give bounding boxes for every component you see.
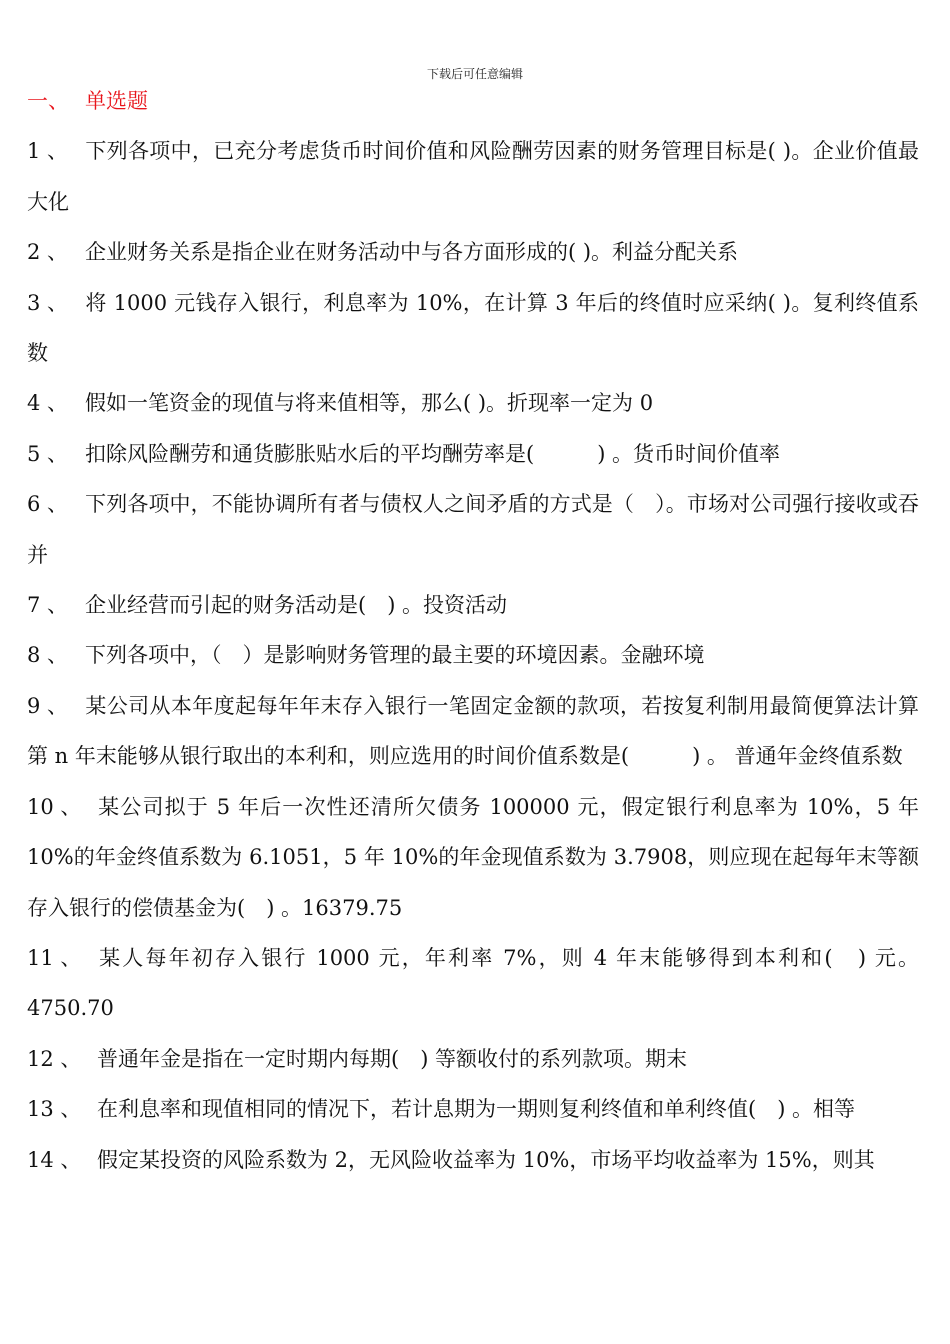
question-text: 扣除风险酬劳和通货膨胀贴水后的平均酬劳率是( ) 。货币时间价值率: [85, 441, 781, 466]
question-number: 10 、: [27, 794, 82, 819]
question-item: [27, 429, 919, 479]
question-number: 2 、: [27, 240, 69, 265]
question-text: 下列各项中，已充分考虑货币时间价值和风险酬劳因素的财务管理目标是( )。企业价值最大化: [27, 139, 919, 214]
question-item: [27, 1135, 919, 1185]
question-text: 某公司从本年度起每年年末存入银行一笔固定金额的款项，若按复利制用最简便算法计算第 n 年末能够从银行取出的本利和，则应选用的时间价值系数是( ) 。 普通年金终值系数: [27, 693, 919, 769]
question-text: 假如一笔资金的现值与将来值相等，那么( )。折现率一定为 0: [85, 391, 654, 416]
header-note: 下载后可任意编辑: [426, 67, 523, 81]
question-item: [27, 227, 919, 277]
question-text: 某人每年初存入银行 1000 元，年利率 7%，则 4 年末能够得到本利和( ) 元。4750.70: [27, 945, 919, 1021]
question-text: 企业财务关系是指企业在财务活动中与各方面形成的( )。利益分配关系: [85, 240, 739, 265]
question-text: 普通年金是指在一定时期内每期( ) 等额收付的系列款项。期末: [97, 1046, 688, 1071]
question-text: 在利息率和现值相同的情况下，若计息期为一期则复利终值和单利终值( ) 。相等: [97, 1097, 856, 1122]
question-number: 3 、: [27, 290, 69, 315]
question-item: [27, 378, 919, 428]
question-number: 8 、: [27, 643, 69, 668]
document-content: [27, 76, 919, 1185]
question-number: 9 、: [27, 693, 69, 718]
question-number: 1 、: [27, 139, 69, 164]
question-text: 假定某投资的风险系数为 2，无风险收益率为 10%，市场平均收益率为 15%，则其: [97, 1147, 875, 1172]
question-item: [27, 782, 919, 933]
question-number: 11 、: [27, 945, 82, 970]
question-item: [27, 479, 919, 580]
question-item: [27, 1084, 919, 1134]
question-text: 将 1000 元钱存入银行，利息率为 10%，在计算 3 年后的终值时应采纳( )。复利终值系数: [27, 290, 919, 366]
question-text: 下列各项中，（ ）是影响财务管理的最主要的环境因素。金融环境: [85, 643, 705, 668]
question-text: 下列各项中，不能协调所有者与债权人之间矛盾的方式是（ ）。市场对公司强行接收或吞并: [27, 492, 919, 567]
question-item: [27, 126, 919, 227]
question-number: 7 、: [27, 593, 69, 618]
question-item: [27, 630, 919, 680]
question-number: 5 、: [27, 441, 69, 466]
question-number: 14 、: [27, 1147, 82, 1172]
question-item: [27, 278, 919, 379]
question-number: 13 、: [27, 1097, 82, 1122]
question-item: [27, 681, 919, 782]
question-number: 6 、: [27, 492, 69, 517]
question-item: [27, 1034, 919, 1084]
question-text: 某公司拟于 5 年后一次性还清所欠债务 100000 元，假定银行利息率为 10%，5 年 10%的年金终值系数为 6.1051，5 年 10%的年金现值系数为 3.7908，则应现在起每年末等额存入银行的偿债基金为( ) 。16379.75: [27, 794, 919, 920]
section-heading: [27, 76, 919, 126]
question-number: 4 、: [27, 391, 69, 416]
question-item: [27, 580, 919, 630]
question-number: 12 、: [27, 1046, 82, 1071]
question-text: 企业经营而引起的财务活动是( ) 。投资活动: [85, 593, 508, 618]
section-title: 单选题: [85, 89, 148, 113]
section-number: 一、: [27, 89, 69, 113]
question-item: [27, 933, 919, 1034]
